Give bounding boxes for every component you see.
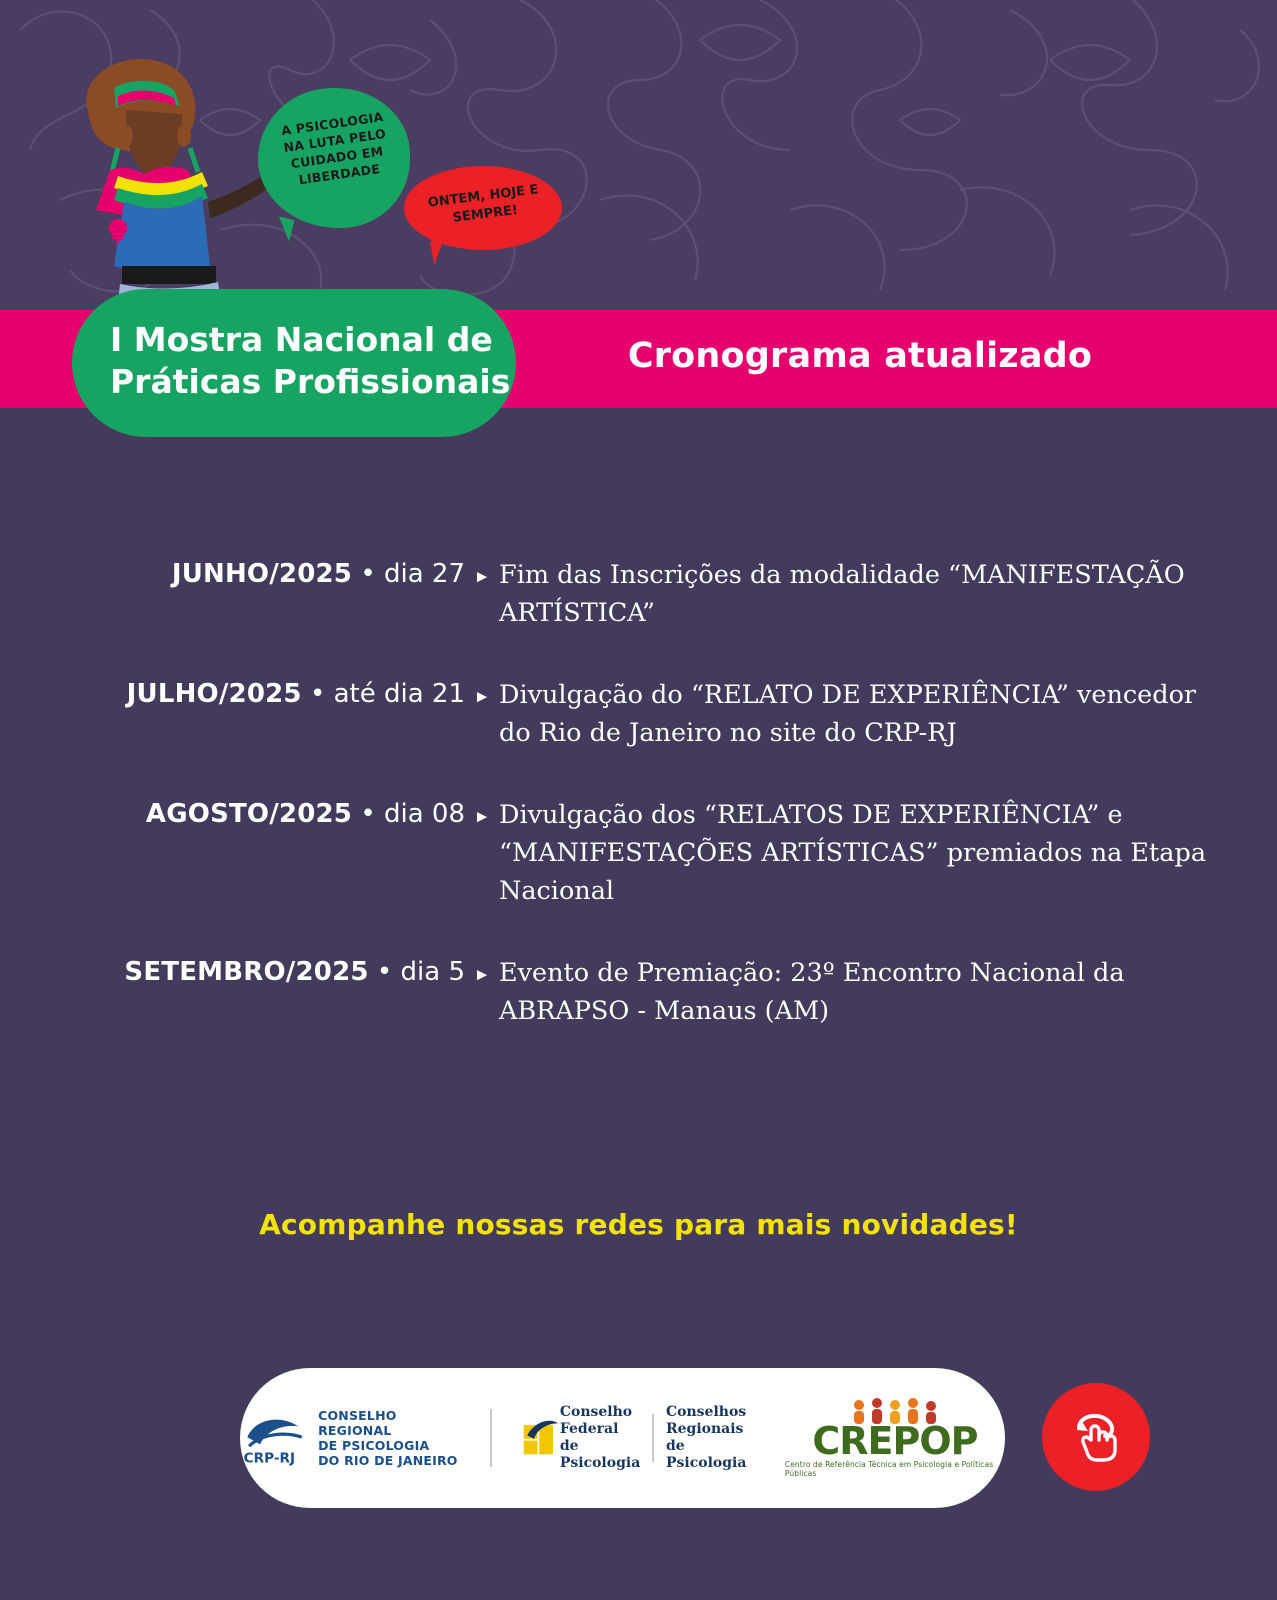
swipe-up-hand-icon [1065, 1406, 1127, 1468]
schedule-separator: • [301, 679, 334, 709]
logo-cfp-text-right [666, 1404, 753, 1472]
schedule-day: até dia 21 [333, 679, 465, 709]
schedule-date [0, 954, 465, 1030]
schedule-description: Fim das Inscrições da modalidade “MANIFESTAÇÃO ARTÍSTICA” [499, 560, 1185, 628]
schedule-description: Evento de Premiação: 23º Encontro Nacional da ABRAPSO - Manaus (AM) [499, 958, 1125, 1026]
logo-cfp-right-line3: Psicologia [666, 1455, 747, 1471]
logo-cfp-text-left [560, 1404, 640, 1472]
logo-crp-rj-line1: CONSELHO REGIONAL [318, 1408, 397, 1438]
divider [652, 1414, 654, 1462]
logo-cfp [522, 1404, 753, 1472]
schedule-day: dia 08 [383, 799, 465, 829]
schedule-description: Divulgação do “RELATO DE EXPERIÊNCIA” vencedor do Rio de Janeiro no site do CRP-RJ [499, 680, 1197, 748]
schedule-date [0, 556, 465, 632]
arrow-right-icon: ► [473, 965, 491, 984]
cfp-symbol-icon [522, 1413, 560, 1463]
hero-illustration [0, 0, 1277, 318]
swipe-up-button[interactable] [1042, 1383, 1150, 1491]
schedule-day: dia 5 [400, 957, 465, 987]
schedule-separator: • [352, 559, 384, 589]
woman-illustration [48, 52, 298, 318]
event-title-line2: Práticas Profissionais [110, 362, 511, 401]
list-item [0, 676, 1277, 752]
call-to-action-text: Acompanhe nossas redes para mais novidades! [259, 1208, 1018, 1241]
logo-crp-rj-line3: DO RIO DE JANEIRO [318, 1453, 458, 1468]
schedule-description: Divulgação dos “RELATOS DE EXPERIÊNCIA” e “MANIFESTAÇÕES ARTÍSTICAS” premiados na Etapa Nacional [499, 800, 1207, 906]
schedule-date [0, 796, 465, 910]
arrow-right-icon: ► [473, 807, 491, 826]
speech-bubble-red [404, 166, 562, 250]
list-item [0, 954, 1277, 1030]
logo-crp-rj [240, 1407, 460, 1469]
list-item [0, 556, 1277, 632]
schedule-separator: • [368, 957, 401, 987]
schedule-month: AGOSTO/2025 [145, 799, 353, 829]
list-item [0, 796, 1277, 910]
arrow-right-icon: ► [473, 567, 491, 586]
schedule-list [0, 556, 1277, 1074]
logo-crepop-subtitle: Centro de Referência Técnica em Psicologia e Políticas Públicas [784, 1460, 994, 1478]
speech-bubble-red-text: ONTEM, HOJE E SEMPRE! [427, 182, 540, 226]
schedule-separator: • [352, 799, 384, 829]
schedule-date [0, 676, 465, 752]
schedule-month: JULHO/2025 [126, 679, 302, 709]
logo-crepop [785, 1398, 1005, 1478]
schedule-month: SETEMBRO/2025 [124, 957, 369, 987]
schedule-day: dia 27 [383, 559, 465, 589]
logo-cfp-left-line2: Federal de [559, 1421, 619, 1454]
speech-bubble-green-text: A PSICOLOGIA NA LUTA PELO CUIDADO EM LIBERDADE [280, 109, 387, 188]
arrow-right-icon: ► [473, 687, 491, 706]
divider [490, 1409, 492, 1467]
event-title-line1: I Mostra Nacional de [110, 320, 493, 359]
logo-cfp-right-line1: Conselhos [666, 1404, 747, 1420]
schedule-month: JUNHO/2025 [171, 559, 353, 589]
event-title-bubble [72, 289, 516, 437]
logo-crepop-word: CREPOP [812, 1419, 978, 1463]
logo-cfp-left-line3: Psicologia [559, 1455, 641, 1471]
banner-title: Cronograma atualizado [627, 336, 1093, 376]
crp-rj-symbol-icon [240, 1407, 318, 1469]
speech-bubble-green [258, 88, 410, 228]
footer-logo-strip [240, 1368, 1005, 1508]
logo-cfp-left-line1: Conselho [559, 1404, 633, 1420]
logo-crp-rj-line2: DE PSICOLOGIA [318, 1438, 430, 1453]
svg-text:CRP-RJ: CRP-RJ [243, 1450, 296, 1467]
logo-cfp-right-line2: Regionais de [666, 1421, 744, 1454]
logo-crp-rj-text [318, 1408, 460, 1468]
